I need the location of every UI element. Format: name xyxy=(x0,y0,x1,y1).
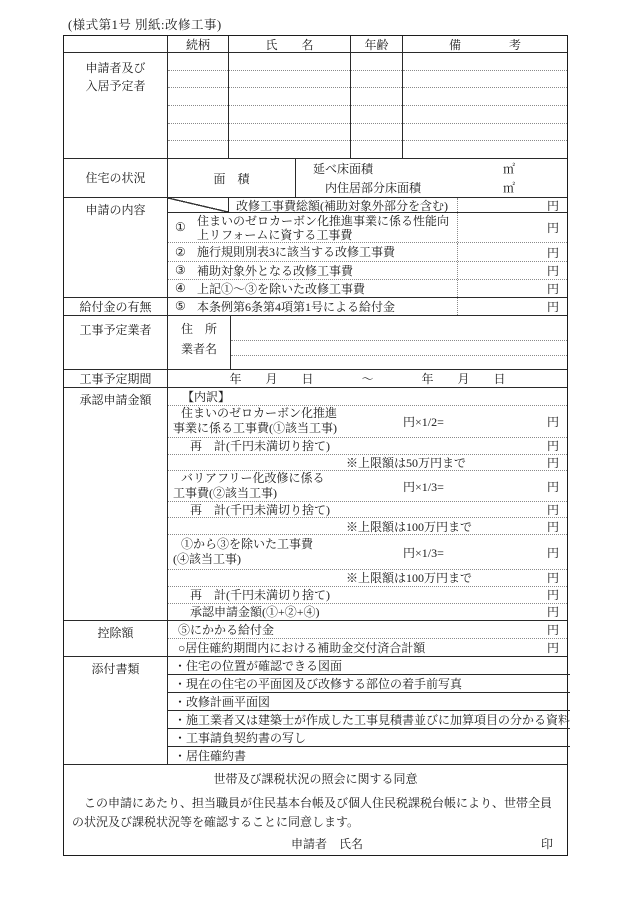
contractor-inputs xyxy=(231,316,567,369)
cost-item-1 xyxy=(168,213,457,242)
application-form-table xyxy=(63,35,571,856)
cap-label: ※上限額は100万円まで xyxy=(346,519,473,534)
applicants-section xyxy=(64,53,567,159)
cap-row-1m xyxy=(168,570,567,587)
remarks-field[interactable] xyxy=(403,71,567,89)
yen-unit: 円 xyxy=(546,282,559,296)
item-text: 補助対象外となる改修工事費 xyxy=(197,263,354,278)
name-field[interactable] xyxy=(229,53,350,71)
deduction-label: ○居住確約期間内における補助金交付済合計額 xyxy=(178,641,426,655)
item-number: ① xyxy=(175,220,186,235)
approval-total-label: 承認申請金額(①+②+④) xyxy=(190,605,320,620)
recalc-label: 再 計(千円未満切り捨て) xyxy=(190,503,330,518)
housing-section xyxy=(64,159,567,198)
third-formula: 円×1/3= xyxy=(403,545,444,560)
col-header-age: 年齢 xyxy=(351,36,403,52)
label-line2: (④該当工事) xyxy=(173,552,241,567)
item-number: ⑤ xyxy=(175,299,186,313)
contractor-sublabels xyxy=(168,316,231,369)
application-rows xyxy=(168,198,567,297)
half-formula: 円×1/2= xyxy=(403,414,444,429)
consent-title: 世帯及び課税状況の照会に関する同意 xyxy=(213,772,418,786)
age-field[interactable] xyxy=(351,141,402,158)
address-label: 住 所 xyxy=(180,322,217,336)
floor-area-cell xyxy=(296,159,567,197)
item-text: 施行規則別表3に該当する改修工事費 xyxy=(197,245,396,260)
label-line2: 工事費(②該当工事) xyxy=(173,486,277,500)
amount-field[interactable] xyxy=(274,621,547,638)
yen-unit: 円 xyxy=(546,198,559,213)
yen-unit: 円 xyxy=(546,264,559,278)
row-label-application: 申請の内容 xyxy=(64,198,168,297)
row-label-deduction: 控除額 xyxy=(64,621,168,656)
item3-amount-field[interactable] xyxy=(457,262,567,279)
recalc-row xyxy=(168,587,567,604)
item-text: 住まいのゼロカーボン化推進事業に係る性能向上リフォームに資する工事費 xyxy=(197,213,450,242)
seal-mark: 印 xyxy=(540,837,553,851)
item-number: ② xyxy=(175,244,186,259)
age-field[interactable] xyxy=(351,124,402,142)
name-field[interactable] xyxy=(229,88,350,106)
yen-unit: 円 xyxy=(546,545,559,560)
amount-field[interactable] xyxy=(472,518,547,534)
relation-field[interactable] xyxy=(168,141,228,158)
cap-label: ※上限額は50万円まで xyxy=(346,455,467,470)
item-number: ③ xyxy=(175,263,186,277)
amount-field[interactable] xyxy=(330,438,547,454)
form-title: (様式第1号 別紙:改修工事) xyxy=(68,18,222,32)
relation-field[interactable] xyxy=(168,53,228,71)
cap-row-500k xyxy=(168,455,567,471)
applicants-label-line1: 申請者及び xyxy=(85,61,146,75)
remarks-field[interactable] xyxy=(403,141,567,158)
attachment-list xyxy=(168,657,570,764)
cost-item-3 xyxy=(168,262,457,279)
item4-amount-field[interactable] xyxy=(457,280,567,297)
col-header-relation: 続柄 xyxy=(168,36,229,52)
yen-unit: 円 xyxy=(546,455,559,470)
total-cost-label: 改修工事費総額(補助対象外部分を含む) xyxy=(236,198,448,213)
third-formula: 円×1/3= xyxy=(403,479,444,494)
remarks-field[interactable] xyxy=(403,53,567,71)
amount-field[interactable] xyxy=(330,587,547,603)
relation-field[interactable] xyxy=(168,88,228,106)
contractor-name-field[interactable] xyxy=(231,341,567,356)
recalc-row xyxy=(168,502,567,518)
label-line1: ①から③を除いた工事費 xyxy=(181,537,314,552)
header-empty-cell xyxy=(64,36,168,52)
yen-unit: 円 xyxy=(546,623,559,637)
relation-field[interactable] xyxy=(168,124,228,142)
relation-column xyxy=(168,53,229,158)
age-field[interactable] xyxy=(351,53,402,71)
zerocarbon-cost-row xyxy=(168,406,567,438)
benefit-rows xyxy=(168,298,567,315)
yen-unit: 円 xyxy=(546,641,559,655)
attachment-item: ・住宅の位置が確認できる図面 xyxy=(168,657,570,675)
remarks-field[interactable] xyxy=(403,106,567,124)
period-field[interactable]: 年 月 日 ～ 年 月 日 xyxy=(229,372,506,386)
cap-label: ※上限額は100万円まで xyxy=(346,571,473,586)
approval-section xyxy=(64,388,567,621)
yen-unit: 円 xyxy=(546,221,559,236)
yen-unit: 円 xyxy=(546,503,559,518)
cap-row-1m xyxy=(168,518,567,535)
recalc-label: 再 計(千円未満切り捨て) xyxy=(190,588,330,603)
recalc-label: 再 計(千円未満切り捨て) xyxy=(190,439,330,454)
row-label-housing: 住宅の状況 xyxy=(64,159,168,197)
address-field[interactable] xyxy=(231,316,567,341)
row-label-contractor: 工事予定業者 xyxy=(64,316,168,369)
approval-total-row xyxy=(168,604,567,620)
age-column xyxy=(351,53,403,158)
zerocarbon-cost-label xyxy=(168,406,403,436)
row-label-attachments: 添付書類 xyxy=(64,657,168,764)
col-header-name: 氏 名 xyxy=(229,36,351,52)
deduction-section xyxy=(64,621,567,657)
deduction-row-2 xyxy=(168,639,567,656)
breakdown-title: 【内訳】 xyxy=(168,388,567,406)
name-field[interactable] xyxy=(229,141,350,158)
attachments-section xyxy=(64,657,571,765)
signer-label: 申請者 氏名 xyxy=(291,837,364,851)
remarks-field[interactable] xyxy=(403,124,567,142)
barrierfree-cost-label xyxy=(168,471,403,501)
cost-item-row-1 xyxy=(168,213,567,243)
row-label-applicants xyxy=(64,53,168,158)
approval-total-amount-field[interactable] xyxy=(320,604,547,620)
deduction-row-1 xyxy=(168,621,567,639)
item-text: 本条例第6条第4項第1号による給付金 xyxy=(197,299,396,314)
name-field[interactable] xyxy=(229,71,350,89)
residential-floor-label: 内住居部分床面積 xyxy=(325,181,422,195)
applicants-label-line2: 入居予定者 xyxy=(85,79,146,93)
cost-item-2 xyxy=(168,243,457,261)
yen-unit: 円 xyxy=(546,605,559,620)
cost-item-row-4 xyxy=(168,280,567,297)
period-section xyxy=(64,370,567,388)
attachment-item: ・施工業者又は建築士が作成した工事見積書並びに加算項目の分かる資料 xyxy=(168,711,570,729)
amount-field[interactable] xyxy=(472,570,547,586)
application-section xyxy=(64,198,567,298)
cost-item-4 xyxy=(168,280,457,297)
contractor-section xyxy=(64,316,567,370)
row-label-benefit: 給付金の有無 xyxy=(64,298,168,315)
age-field[interactable] xyxy=(351,106,402,124)
attachment-item: ・居住確約書 xyxy=(174,749,247,763)
item1-amount-field[interactable] xyxy=(457,213,567,242)
deduction-rows xyxy=(168,621,567,656)
total-cost-row xyxy=(168,198,567,213)
item-text: 上記①〜③を除いた改修工事費 xyxy=(197,281,366,296)
relation-field[interactable] xyxy=(168,71,228,89)
amount-field[interactable] xyxy=(330,502,547,517)
label-line1: 住まいのゼロカーボン化推進 xyxy=(181,406,338,421)
consent-body: この申請にあたり、担当職員が住民基本台帳及び個人住民税課税台帳により、世帯全員の状況及び課税状況等を確認することに同意します。 xyxy=(72,796,553,829)
relation-field[interactable] xyxy=(168,106,228,124)
yen-unit: 円 xyxy=(546,588,559,603)
yen-unit: 円 xyxy=(546,245,559,260)
contractor-name-label: 業者名 xyxy=(180,342,217,356)
total-floor-label: 延べ床面積 xyxy=(313,162,374,176)
residential-floor-row xyxy=(296,178,567,197)
name-field[interactable] xyxy=(229,106,350,124)
recalc-row xyxy=(168,438,567,455)
signature-row xyxy=(64,835,567,852)
item2-amount-field[interactable] xyxy=(457,243,567,261)
row-label-period: 工事予定期間 xyxy=(64,370,168,387)
amount-field[interactable] xyxy=(466,455,547,470)
label-line2: 事業に係る工事費(①該当工事) xyxy=(173,421,337,436)
total-floor-row xyxy=(296,159,567,178)
total-cost-amount-field[interactable] xyxy=(457,198,567,212)
attachment-item: ・改修計画平面図 xyxy=(168,693,570,711)
table-header-row xyxy=(64,36,567,53)
name-column xyxy=(229,53,351,158)
yen-unit: 円 xyxy=(546,300,559,314)
yen-unit: 円 xyxy=(546,571,559,586)
sqm-unit: ㎡ xyxy=(503,181,516,195)
residential-floor-field[interactable] xyxy=(421,178,567,197)
total-floor-field[interactable] xyxy=(373,159,567,178)
yen-unit: 円 xyxy=(546,414,559,429)
amount-field[interactable] xyxy=(444,406,547,437)
consent-section xyxy=(64,770,567,855)
yen-unit: 円 xyxy=(546,439,559,454)
benefit-item xyxy=(168,298,457,315)
col-header-remarks: 備 考 xyxy=(448,37,521,52)
amount-field[interactable] xyxy=(444,535,547,569)
attachment-item: ・現在の住宅の平面図及び改修する部位の着手前写真 xyxy=(168,675,570,693)
attachment-item: ・工事請負契約書の写し xyxy=(168,729,570,747)
signature-field[interactable] xyxy=(363,835,541,852)
age-field[interactable] xyxy=(351,71,402,89)
other-cost-label xyxy=(168,537,403,567)
cost-item-row-2 xyxy=(168,243,567,262)
diagonal-cell xyxy=(168,198,229,212)
row-label-approval: 承認申請金額 xyxy=(64,388,168,620)
yen-unit: 円 xyxy=(546,519,559,534)
barrierfree-cost-row xyxy=(168,471,567,503)
amount-field[interactable] xyxy=(444,471,547,502)
age-field[interactable] xyxy=(351,88,402,106)
cost-item-row-3 xyxy=(168,262,567,280)
sqm-unit: ㎡ xyxy=(503,162,516,176)
remarks-field[interactable] xyxy=(403,88,567,106)
other-cost-row xyxy=(168,535,567,570)
benefit-row xyxy=(168,298,567,315)
item-number: ④ xyxy=(175,281,186,295)
yen-unit: 円 xyxy=(546,479,559,494)
name-field[interactable] xyxy=(229,124,350,142)
deduction-label: ⑤にかかる給付金 xyxy=(178,623,275,637)
benefit-section xyxy=(64,298,567,316)
amount-field[interactable] xyxy=(425,639,547,656)
area-label-cell: 面 積 xyxy=(168,159,296,197)
benefit-amount-field[interactable] xyxy=(457,298,567,315)
label-line1: バリアフリー化改修に係る xyxy=(181,471,325,485)
remarks-column xyxy=(403,53,567,158)
approval-rows xyxy=(168,388,567,620)
